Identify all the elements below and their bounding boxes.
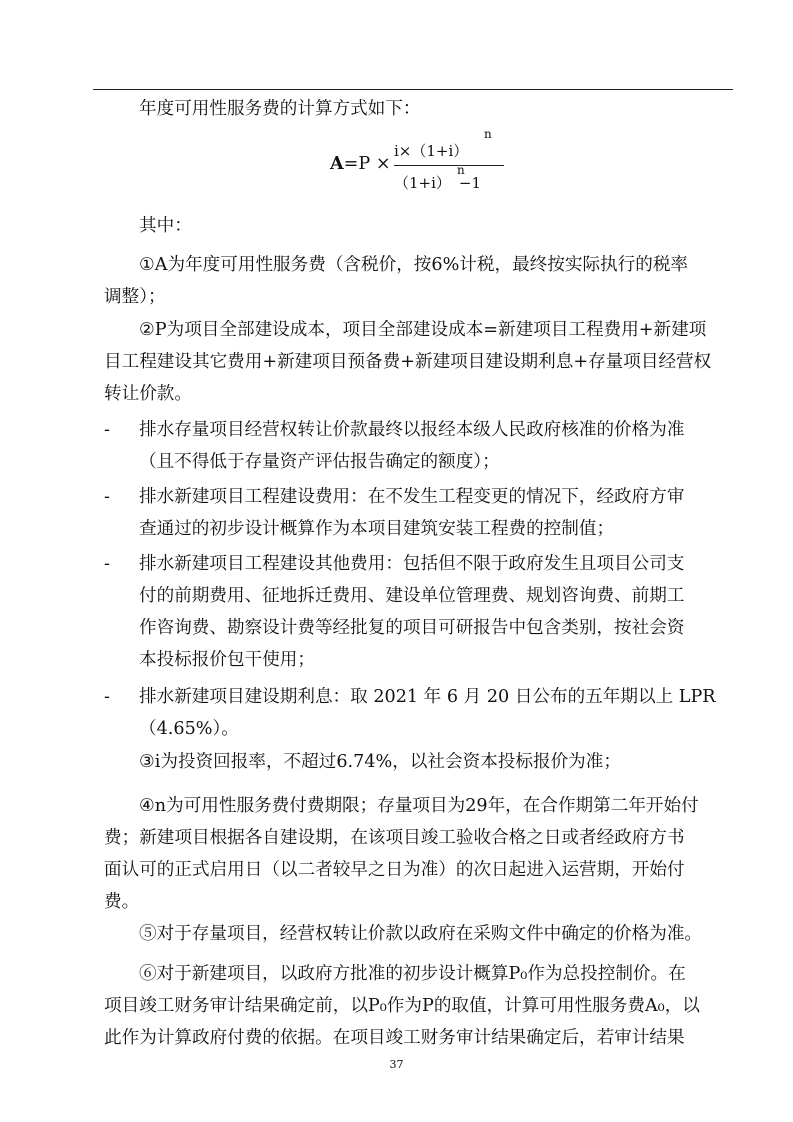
- item-4-line-2: 费；新建项目根据各自建设期，在该项目竣工验收合格之日或者经政府方书: [104, 828, 685, 848]
- bullet-4-mark: -: [104, 687, 110, 707]
- formula-var-a: A: [330, 153, 344, 174]
- item-2-line-2: 目工程建设其它费用+新建项目预备费+新建项目建设期利息+存量项目经营权: [104, 352, 712, 372]
- bullet-3-line-3: 作咨询费、勘察设计费等经批复的项目可研报告中包含类别，按社会资: [139, 618, 685, 638]
- intro-text: 年度可用性服务费的计算方式如下：: [139, 99, 421, 119]
- bullet-1-mark: -: [104, 420, 110, 440]
- bullet-1-line-2: （且不得低于存量资产评估报告确定的额度）；: [139, 452, 500, 472]
- item-4-paragraph: [104, 790, 732, 918]
- item-6-line-3: 此作为计算政府付费的依据。在项目竣工财务审计结果确定后，若审计结果: [104, 1028, 685, 1048]
- bullet-3-mark: -: [104, 554, 110, 574]
- item-3-line-1: ③i为投资回报率，不超过6.74%，以社会资本投标报价为准；: [139, 752, 621, 772]
- formula-fraction-bar: [394, 165, 504, 166]
- item-6-line-1: ⑥对于新建项目，以政府方批准的初步设计概算P₀作为总投控制价。在: [139, 964, 686, 984]
- bullet-4-line-1: 排水新建项目建设期利息：取 2021 年 6 月 20 日公布的五年期以上 LPR: [139, 687, 716, 707]
- bullet-3-line-1: 排水新建项目工程建设其他费用：包括但不限于政府发生且项目公司支: [139, 554, 685, 574]
- item-1-paragraph: [104, 249, 732, 313]
- item-1-line-1: ①A为年度可用性服务费（含税价，按6%计税，最终按实际执行的税率: [139, 255, 689, 275]
- bullet-2-mark: -: [104, 487, 110, 507]
- item-3-paragraph: [104, 746, 732, 778]
- formula-denominator-exponent: n: [457, 163, 465, 177]
- formula-numerator-exponent: n: [484, 127, 492, 141]
- header-rule: [93, 89, 733, 90]
- item-6-paragraph: [104, 958, 732, 1054]
- formula: [330, 128, 530, 208]
- item-4-line-3: 面认可的正式启用日（以二者较早之日为准）的次日起进入运营期，开始付: [104, 860, 685, 880]
- where-paragraph: [104, 210, 732, 242]
- item-5-line-1: ⑤对于存量项目，经营权转让价款以政府在采购文件中确定的价格为准。: [139, 924, 703, 944]
- formula-numerator-text: i×（1+i）: [394, 142, 469, 160]
- formula-eq-p: =P ×: [343, 154, 391, 174]
- item-6-line-2: 项目竣工财务审计结果确定前，以P₀作为P的取值，计算可用性服务费A₀，以: [104, 996, 700, 1016]
- bullet-2-line-2: 查通过的初步设计概算作为本项目建筑安装工程费的控制值；: [139, 519, 615, 539]
- formula-denominator-tail: −1: [458, 174, 482, 192]
- formula-lhs: [330, 152, 391, 176]
- item-5-paragraph: [104, 918, 732, 950]
- bullet-4-line-2: （4.65%）。: [139, 719, 239, 739]
- where-text: 其中：: [139, 216, 192, 236]
- bullet-3: [139, 548, 733, 676]
- bullet-4: [139, 681, 733, 745]
- bullet-2-line-1: 排水新建项目工程建设费用：在不发生工程变更的情况下，经政府方审: [139, 487, 685, 507]
- formula-denominator-text: （1+i）: [394, 174, 451, 192]
- item-2-line-3: 转让价款。: [104, 384, 192, 404]
- intro-paragraph: [104, 93, 732, 125]
- bullet-2: [139, 481, 733, 545]
- item-1-line-2: 调整）；: [104, 287, 166, 307]
- bullet-1: [139, 414, 733, 478]
- item-4-line-1: ④n为可用性服务费付费期限；存量项目为29年，在合作期第二年开始付: [139, 796, 699, 816]
- page-number: 37: [389, 1058, 404, 1071]
- formula-numerator: [394, 142, 504, 160]
- item-4-line-4: 费。: [104, 892, 140, 912]
- bullet-1-line-1: 排水存量项目经营权转让价款最终以报经本级人民政府核准的价格为准: [139, 420, 685, 440]
- bullet-3-line-4: 本投标报价包干使用；: [139, 650, 315, 670]
- bullet-3-line-2: 付的前期费用、征地拆迁费用、建设单位管理费、规划咨询费、前期工: [139, 586, 685, 606]
- item-2-paragraph: [104, 314, 732, 410]
- item-2-line-1: ②P为项目全部建设成本，项目全部建设成本=新建项目工程费用+新建项: [139, 320, 707, 340]
